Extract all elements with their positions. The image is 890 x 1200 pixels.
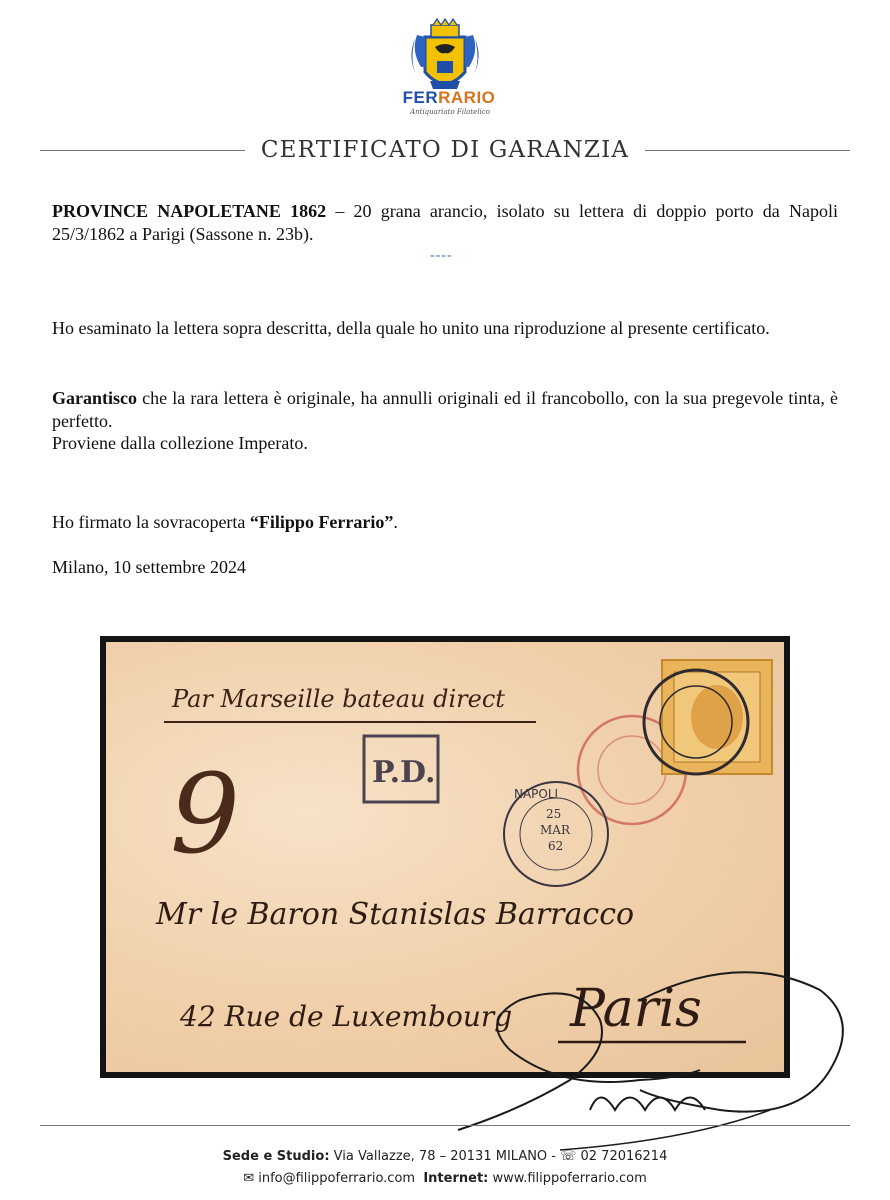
- pd-mark: P.D.: [372, 755, 436, 790]
- office-address: Via Vallazze, 78 – 20131 MILANO - ☏ 02 72016214: [329, 1149, 668, 1164]
- footer-rule: [40, 1125, 850, 1126]
- certificate-title-row: [40, 136, 850, 164]
- signed-prefix: Ho firmato la sovracoperta: [52, 512, 250, 532]
- signed-suffix: .: [393, 512, 398, 532]
- envelope-icon: ✉: [243, 1171, 255, 1186]
- internet-label: Internet:: [423, 1171, 489, 1186]
- description-separator: ----: [430, 248, 453, 263]
- address: 42 Rue de Luxembourg: [180, 1000, 513, 1033]
- item-subject: PROVINCE NAPOLETANE 1862: [52, 201, 327, 221]
- guarantee-statement: [52, 387, 838, 433]
- footer-web-line: [0, 1168, 890, 1190]
- rate-mark: 9: [170, 750, 240, 878]
- guarantee-text: che la rara lettera è originale, ha annulli originali ed il francobollo, con la sua pregevole tinta, è perfetto.: [52, 388, 838, 431]
- place-and-date: Milano, 10 settembre 2024: [52, 557, 246, 577]
- brand-tagline: Antiquariato Filatelico: [410, 108, 490, 116]
- title-rule-right: [645, 150, 850, 151]
- destination: Paris: [570, 979, 702, 1039]
- footer-office-line: [0, 1146, 890, 1168]
- red-postmark-inner: [598, 736, 666, 804]
- signature-statement: [52, 511, 838, 534]
- stamp-portrait: [691, 685, 743, 749]
- route-note: Par Marseille bateau direct: [172, 685, 505, 713]
- guarantee-keyword: Garantisco: [52, 388, 137, 408]
- title-rule-left: [40, 150, 245, 151]
- postmark-month: MAR: [540, 823, 570, 837]
- postmark-year: 62: [548, 839, 564, 853]
- item-description: [52, 200, 838, 246]
- email-link[interactable]: info@filippoferrario.com: [254, 1171, 416, 1186]
- provenance-statement: Proviene dalla collezione Imperato.: [52, 433, 308, 453]
- signer-name: “Filippo Ferrario”: [249, 512, 394, 532]
- envelope-drawing: [106, 642, 784, 1072]
- brand-name-part1: FER: [402, 88, 439, 107]
- envelope-image: [100, 636, 790, 1078]
- item-details: – 20 grana arancio, isolato su lettera di doppio porto da Napoli 25/3/1862 a Parigi (Sassone n. 23b).: [52, 201, 838, 244]
- brand-name: [395, 88, 503, 108]
- website-link[interactable]: www.filippoferrario.com: [488, 1171, 647, 1186]
- brand-name-part2: RARIO: [438, 88, 496, 107]
- postmark-day: 25: [546, 807, 562, 821]
- addressee: Mr le Baron Stanislas Barracco: [156, 897, 635, 932]
- footer-contact: [0, 1146, 890, 1190]
- examination-statement: Ho esaminato la lettera sopra descritta, della quale ho unito una riproduzione al presente certificato.: [52, 318, 770, 338]
- postmark-city: NAPOLI: [514, 787, 559, 801]
- certificate-title: CERTIFICATO DI GARANZIA: [260, 137, 630, 163]
- office-label: Sede e Studio:: [222, 1149, 330, 1164]
